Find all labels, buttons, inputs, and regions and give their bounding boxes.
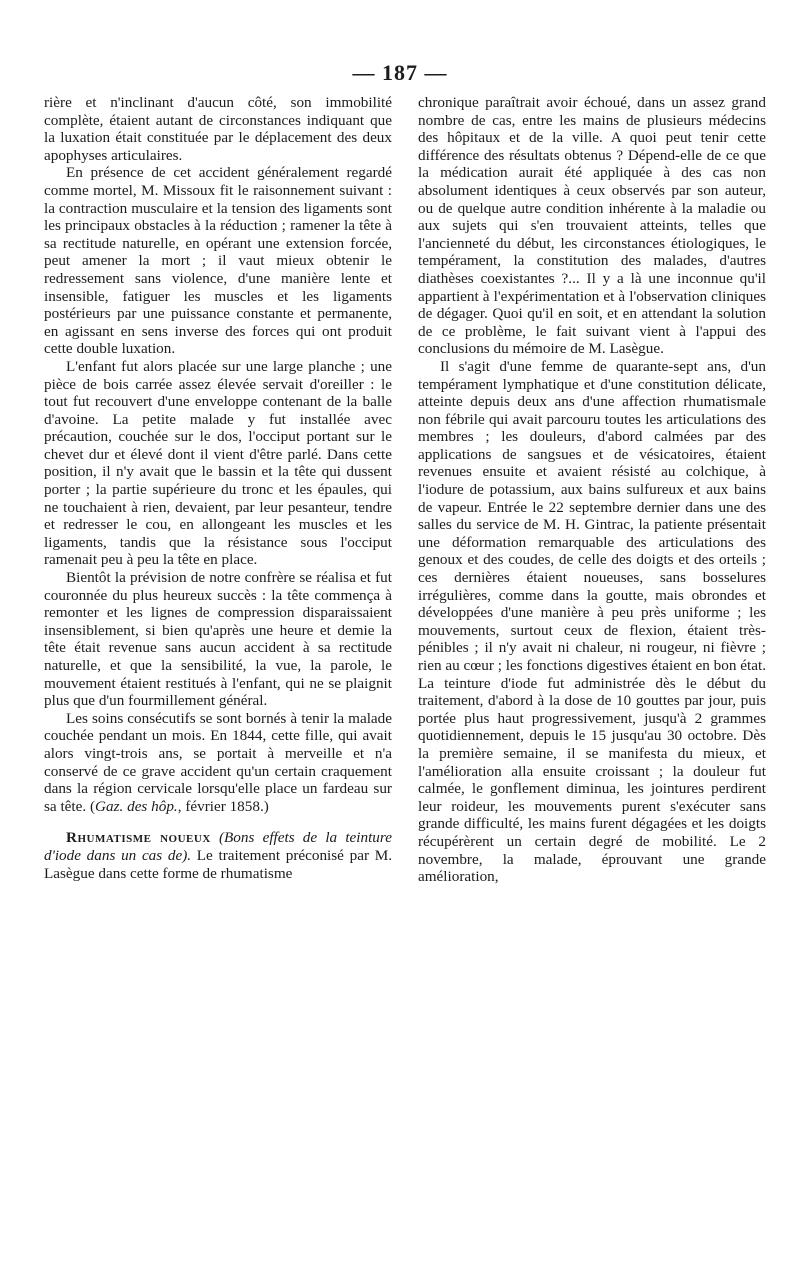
paragraph: En présence de cet accident généralement regardé comme mortel, M. Missoux fit le raisonnement suivant : la contraction musculaire et la tension des ligaments sont les principaux obstacles à la réduction ; ramener la tête à sa rectitude naturelle, en opérant une extension forcée, peut amener la mort ; il vaut mieux obtenir le redressement sans violence, d'une manière lente et insensible, fatiguer les muscles et les ligaments postérieurs par une puissance constante et permanente, en agissant en sens inverse des forces qui ont produit cette double luxation. bbox=[44, 164, 392, 358]
right-column bbox=[418, 94, 766, 886]
paragraph: L'enfant fut alors placée sur une large planche ; une pièce de bois carrée assez élevée servait d'oreiller : le tout fut recouvert d'une enveloppe contenant de la balle d'avoine. La petite malade y fut installée avec précaution, couchée sur le dos, l'occiput portant sur le chevet dur et élevé dont il vient d'être parlé. Dans cette position, il n'y avait que le bassin et la tête qui dussent porter ; la partie supérieure du tronc et les épaules, qui ne touchaient à rien, devaient, par leur pesanteur, tendre et redresser le cou, en allongeant les muscles et les ligaments, tandis que la résistance sous l'occiput ramenait peu à peu la tête en place. bbox=[44, 357, 392, 569]
paragraph: Bientôt la prévision de notre confrère se réalisa et fut couronnée du plus heureux succès : la tête commença à remonter et les lignes de compression disparaissaient insensiblement, si bien qu'après une heure et demie la tête était revenue sans aucun accident à sa rectitude naturelle, et que la sensibilité, la vue, la parole, le mouvement étaient restitués à l'enfant, qui ne se plaignit plus que d'un fourmillement général. bbox=[44, 569, 392, 710]
paragraph: rière et n'inclinant d'aucun côté, son immobilité complète, étaient autant de circonstances indiquant que la luxation était constituée par le déplacement des deux apophyses articulaires. bbox=[44, 94, 392, 164]
section-subtitle: (Bons effets de la teinture d'iode dans un cas de). bbox=[44, 829, 392, 864]
citation-date: , février 1858.) bbox=[177, 797, 269, 815]
left-column bbox=[44, 94, 392, 882]
source-citation: Gaz. des hôp. bbox=[95, 797, 178, 815]
paragraph bbox=[44, 710, 392, 816]
page-number: — 187 — bbox=[352, 60, 448, 85]
paragraph-text: Les soins consécutifs se sont bornés à tenir la malade couchée pendant un mois. En 1844, cette fille, qui avait alors vingt-trois ans, se portait à merveille et n'a conservé de ce grave accident qu'un certain craquement dans la région cervicale lorsqu'elle place un fardeau sur sa tête. ( bbox=[44, 709, 392, 815]
paragraph: chronique paraîtrait avoir échoué, dans un assez grand nombre de cas, entre les mains de plusieurs médecins des hôpitaux et de la ville. A quoi peut tenir cette différence des résultats obtenus ? Dépend-elle de ce que la médication aurait été appliquée à des cas non absolument identiques à ceux observés par son auteur, ou de quelque autre condition inhérente à la maladie ou aux sujets qui s'en trouvaient atteints, telles que l'ancienneté du début, les circonstances étiologiques, le tempérament, la constitution des malades, d'autres diathèses coexistantes ?... Il y a là une inconnue qu'il appartient à l'expérimentation et à l'observation cliniques de dégager. Quoi qu'il en soit, et en attendant la solution de ce problème, le fait suivant vient à l'appui des conclusions du mémoire de M. Lasègue. bbox=[418, 94, 766, 358]
section bbox=[44, 829, 392, 882]
paragraph: Il s'agit d'une femme de quarante-sept ans, d'un tempérament lymphatique et d'une constitution délicate, atteinte depuis deux ans d'une affection rhumatismale non fébrile qui avait parcouru toutes les articulations des membres ; les douleurs, d'abord calmées par des applications de sangsues et de vésicatoires, étaient revenues ensuite et avaient résisté au colchique, à l'iodure de potassium, aux bains sulfureux et aux bains de vapeur. Entrée le 22 septembre dernier dans une des salles du service de M. H. Gintrac, la patiente présentait une déformation remarquable des articulations des genoux et des coudes, de celle des doigts et des orteils ; ces dernières étaient noueuses, sans bosselures irrégulières, comme dans la goutte, mais obrondes et développées d'une manière à peu près uniforme ; les mouvements, surtout ceux de flexion, étaient très-pénibles ; il n'y avait ni chaleur, ni rougeur, ni fièvre ; rien au cœur ; les fonctions digestives étaient en bon état. La teinture d'iode fut administrée dès le début du traitement, d'abord à la dose de 10 gouttes par jour, puis portée plus haut progressivement, jusqu'à 2 grammes quotidiennement, depuis le 15 jusqu'au 30 octobre. Dès la première semaine, il se manifesta du mieux, et l'amélioration alla ensuite croissant ; la douleur fut calmée, le gonflement diminua, les jointures perdirent leur roideur, les mouvements purent s'exécuter sans grande difficulté, les mains furent dégagées et les doigts récupérèrent un certain degré de mobilité. Le 2 novembre, la malade, éprouvant une grande amélioration, bbox=[418, 357, 766, 886]
section-heading: Rhumatisme noueux bbox=[66, 829, 211, 847]
section-text: Le traitement préconisé par M. Lasègue dans cette forme de rhumatisme bbox=[44, 846, 393, 882]
